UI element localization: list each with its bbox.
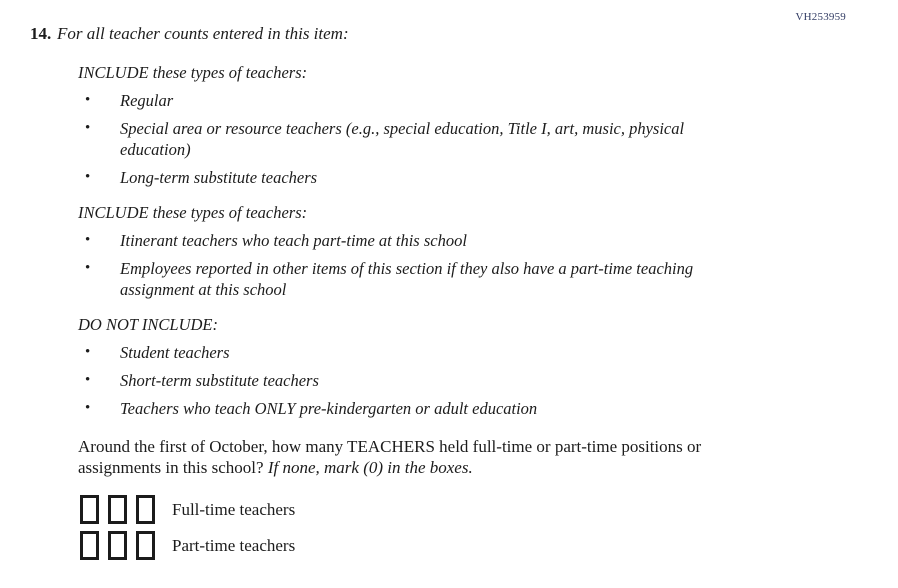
list-item: [78, 398, 898, 419]
list-item-text: Special area or resource teachers (e.g., special education, Title I, art, music, physical education): [120, 119, 685, 159]
digit-box-group-part-time: [80, 531, 164, 560]
digit-box[interactable]: [80, 531, 99, 560]
list-item-text: Short-term substitute teachers: [120, 371, 319, 390]
list-item-text: Employees reported in other items of this section if they also have a part-time teaching assignment at this school: [120, 259, 694, 299]
question-prompt-note: If none, mark (0) in the boxes.: [267, 458, 473, 477]
bullet-icon: •: [85, 120, 91, 136]
list-item-text: Teachers who teach ONLY pre-kindergarten or adult education: [120, 399, 538, 418]
question-number: 14.: [30, 24, 52, 43]
group-heading: DO NOT INCLUDE:: [78, 315, 218, 334]
bullet-icon: •: [85, 400, 91, 416]
bullet-icon: •: [85, 372, 91, 388]
form-code: VH253959: [795, 11, 846, 23]
answer-label: Full-time teachers: [172, 500, 296, 519]
list-item: [78, 258, 898, 300]
answer-row-full-time: [78, 495, 898, 524]
answer-row-part-time: [78, 531, 898, 560]
list-item-text: Itinerant teachers who teach part-time at this school: [120, 231, 467, 250]
digit-box[interactable]: [108, 531, 127, 560]
answer-label: Part-time teachers: [172, 536, 296, 555]
question-intro-text: For all teacher counts entered in this item:: [57, 24, 349, 43]
list-item: [78, 230, 898, 251]
bullet-icon: •: [85, 344, 91, 360]
question-prompt-main: Around the first of October, how many TEACHERS held full-time or part-time positions or assignments in this school?: [78, 437, 702, 477]
list-item-text: Student teachers: [120, 343, 230, 362]
list-item-text: Regular: [120, 91, 174, 110]
instruction-group-do-not-include: [78, 314, 898, 419]
bullet-icon: •: [85, 260, 91, 276]
bullet-icon: •: [85, 232, 91, 248]
bullet-icon: •: [85, 92, 91, 108]
digit-box-group-full-time: [80, 495, 164, 524]
list-item: [78, 90, 898, 111]
list-item: [78, 118, 898, 160]
list-item-text: Long-term substitute teachers: [120, 168, 318, 187]
question-header: [30, 0, 898, 45]
group-heading: INCLUDE these types of teachers:: [78, 203, 308, 222]
digit-box[interactable]: [108, 495, 127, 524]
question-body: [78, 62, 898, 560]
digit-box[interactable]: [136, 495, 155, 524]
list-item: [78, 167, 898, 188]
question-prompt: [78, 436, 778, 478]
group-heading: INCLUDE these types of teachers:: [78, 63, 308, 82]
instruction-group-include-1: [78, 62, 898, 188]
list-item: [78, 370, 898, 391]
digit-box[interactable]: [80, 495, 99, 524]
instruction-group-include-2: [78, 202, 898, 300]
digit-box[interactable]: [136, 531, 155, 560]
list-item: [78, 342, 898, 363]
bullet-icon: •: [85, 169, 91, 185]
